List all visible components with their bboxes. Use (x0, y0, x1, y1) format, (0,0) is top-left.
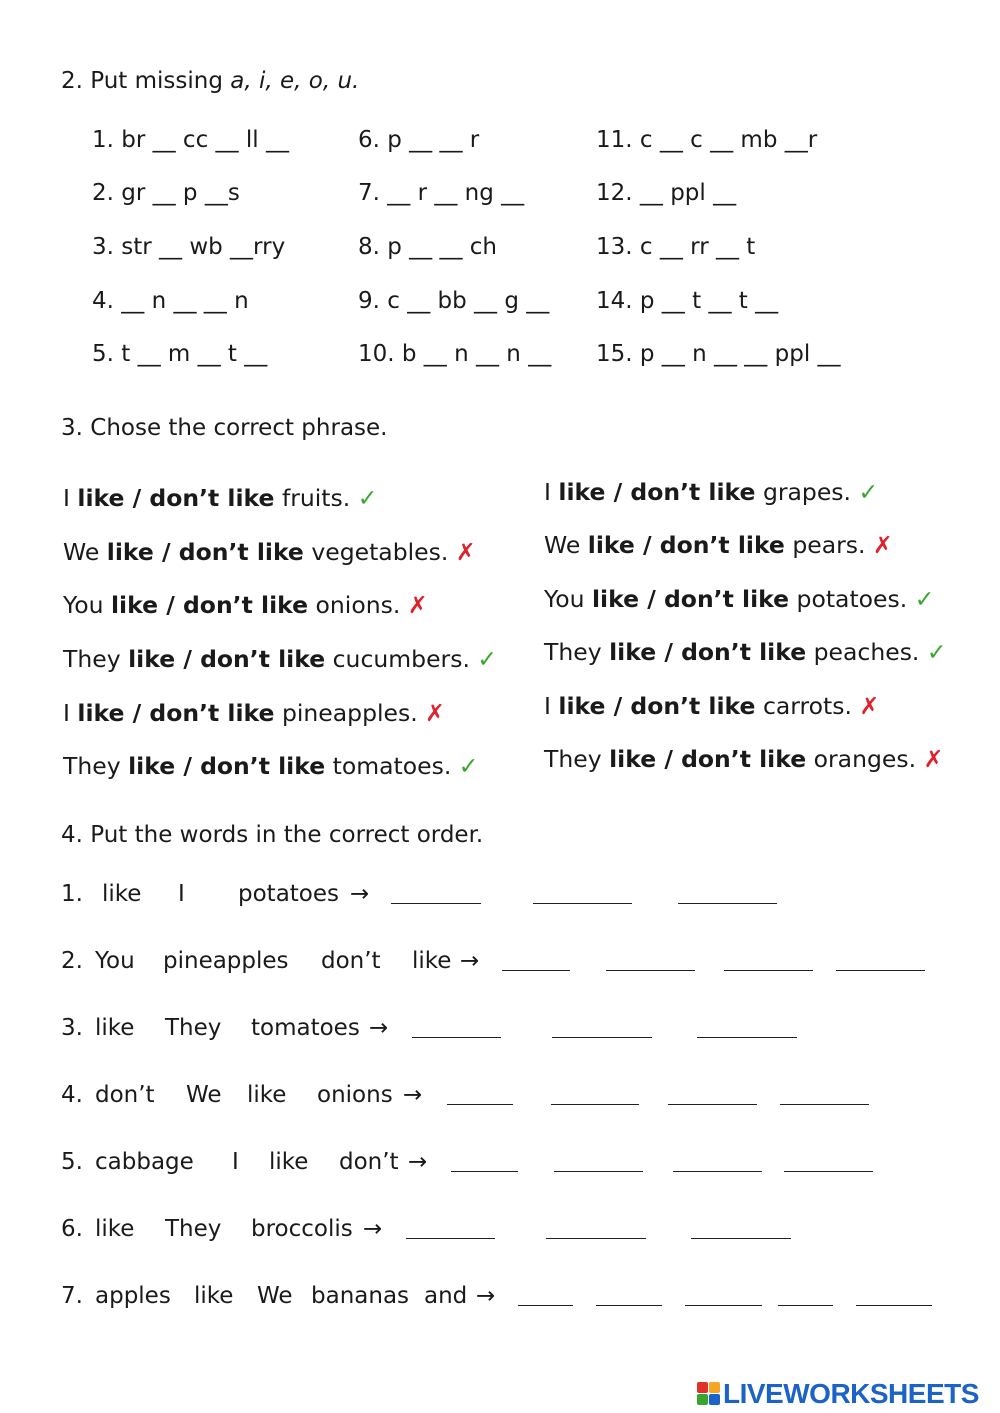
row-number: 3. (61, 1015, 83, 1041)
row-number: 1. (61, 881, 83, 907)
row-number: 7. (61, 1283, 83, 1309)
phrase-sentence: We like / don’t like vegetables. ✗ (63, 538, 476, 566)
word: tomatoes (251, 1015, 360, 1041)
word: They (165, 1015, 222, 1041)
arrow-icon: → (408, 1149, 428, 1175)
phrase-choice[interactable]: like / don’t like (591, 585, 790, 613)
word: like (412, 948, 452, 974)
word: don’t (95, 1082, 155, 1108)
answer-blank[interactable] (412, 1037, 501, 1038)
answer-blank[interactable] (668, 1104, 757, 1105)
word: like (269, 1149, 309, 1175)
word: pineapples (163, 948, 289, 974)
word: and (424, 1283, 468, 1309)
answer-blank[interactable] (502, 970, 570, 971)
word: They (165, 1216, 222, 1242)
answer-blank[interactable] (554, 1171, 643, 1172)
word: broccolis (251, 1216, 353, 1242)
ex2-item: 13. c __ rr __ t (596, 234, 756, 260)
answer-blank[interactable] (673, 1171, 762, 1172)
word: like (95, 1216, 135, 1242)
tick-icon: ✓ (357, 484, 378, 512)
phrase-choice[interactable]: like / don’t like (609, 638, 807, 666)
phrase-choice[interactable]: like / don’t like (558, 692, 756, 720)
phrase-sentence: You like / don’t like onions. ✗ (63, 591, 428, 619)
ex2-item: 10. b __ n __ n __ (358, 341, 552, 367)
ex2-item: 9. c __ bb __ g __ (358, 288, 550, 314)
word: like (95, 1015, 135, 1041)
arrow-icon: → (476, 1283, 496, 1309)
cross-icon: ✗ (859, 692, 880, 720)
arrow-icon: → (369, 1015, 389, 1041)
word: like (247, 1082, 287, 1108)
exercise-2-title-letters: a, i, e, o, u. (230, 68, 360, 94)
row-number: 5. (61, 1149, 83, 1175)
ex2-item: 11. c __ c __ mb __r (596, 127, 818, 153)
word: apples (95, 1283, 171, 1309)
ex2-item: 7. __ r __ ng __ (358, 180, 525, 206)
liveworksheets-logo (697, 1380, 979, 1408)
ex2-item: 12. __ ppl __ (596, 180, 737, 206)
word: We (257, 1283, 293, 1309)
answer-blank[interactable] (552, 1037, 652, 1038)
answer-blank[interactable] (724, 970, 813, 971)
phrase-sentence: I like / don’t like grapes. ✓ (544, 478, 879, 506)
answer-blank[interactable] (856, 1305, 932, 1306)
phrase-sentence: They like / don’t like cucumbers. ✓ (63, 645, 498, 673)
answer-blank[interactable] (691, 1238, 791, 1239)
ex2-item: 1. br __ cc __ ll __ (92, 127, 289, 153)
ex2-item: 14. p __ t __ t __ (596, 288, 779, 314)
answer-blank[interactable] (546, 1238, 646, 1239)
row-number: 4. (61, 1082, 83, 1108)
cross-icon: ✗ (872, 531, 893, 559)
phrase-sentence: I like / don’t like fruits. ✓ (63, 484, 378, 512)
answer-blank[interactable] (678, 903, 777, 904)
word: don’t (321, 948, 381, 974)
word: We (186, 1082, 222, 1108)
tick-icon: ✓ (914, 585, 935, 613)
ex2-item: 8. p __ __ ch (358, 234, 498, 260)
answer-blank[interactable] (533, 903, 632, 904)
phrase-choice[interactable]: like / don’t like (128, 752, 326, 780)
row-number: 6. (61, 1216, 83, 1242)
answer-blank[interactable] (447, 1104, 513, 1105)
phrase-choice[interactable]: like / don’t like (77, 484, 275, 512)
answer-blank[interactable] (784, 1171, 873, 1172)
word: potatoes (238, 881, 340, 907)
phrase-sentence: They like / don’t like oranges. ✗ (544, 745, 944, 773)
phrase-sentence: We like / don’t like pears. ✗ (544, 531, 893, 559)
tick-icon: ✓ (458, 752, 479, 780)
exercise-4-title: 4. Put the words in the correct order. (61, 822, 484, 848)
cross-icon: ✗ (425, 699, 445, 727)
arrow-icon: → (363, 1216, 383, 1242)
phrase-sentence: They like / don’t like tomatoes. ✓ (63, 752, 479, 780)
phrase-choice[interactable]: like / don’t like (587, 531, 785, 559)
answer-blank[interactable] (551, 1104, 639, 1105)
word: don’t (339, 1149, 399, 1175)
phrase-choice[interactable]: like / don’t like (609, 745, 807, 773)
answer-blank[interactable] (836, 970, 925, 971)
word: cabbage (95, 1149, 194, 1175)
liveworksheets-logo-icon (697, 1382, 721, 1406)
exercise-2-title-text: 2. Put missing (61, 68, 231, 94)
word: I (178, 881, 185, 907)
phrase-choice[interactable]: like / don’t like (106, 538, 304, 566)
phrase-sentence: You like / don’t like potatoes. ✓ (544, 585, 935, 613)
answer-blank[interactable] (780, 1104, 869, 1105)
answer-blank[interactable] (406, 1238, 495, 1239)
ex2-item: 6. p __ __ r (358, 127, 480, 153)
answer-blank[interactable] (451, 1171, 518, 1172)
answer-blank[interactable] (391, 903, 481, 904)
phrase-sentence: I like / don’t like pineapples. ✗ (63, 699, 445, 727)
phrase-choice[interactable]: like / don’t like (128, 645, 326, 673)
ex2-item: 4. __ n __ __ n (92, 288, 249, 314)
word: like (194, 1283, 234, 1309)
phrase-sentence: I like / don’t like carrots. ✗ (544, 692, 880, 720)
answer-blank[interactable] (606, 970, 695, 971)
tick-icon: ✓ (858, 478, 879, 506)
phrase-choice[interactable]: like / don’t like (558, 478, 756, 506)
answer-blank[interactable] (697, 1037, 797, 1038)
arrow-icon: → (460, 948, 480, 974)
word: onions (317, 1082, 393, 1108)
word: bananas (311, 1283, 410, 1309)
exercise-2-title (61, 66, 359, 96)
word: like (102, 881, 142, 907)
ex2-item: 2. gr __ p __s (92, 180, 240, 206)
ex2-item: 5. t __ m __ t __ (92, 341, 268, 367)
phrase-choice[interactable]: like / don’t like (77, 699, 275, 727)
tick-icon: ✓ (926, 638, 947, 666)
cross-icon: ✗ (407, 591, 428, 619)
row-number: 2. (61, 948, 83, 974)
answer-blank[interactable] (685, 1305, 762, 1306)
exercise-3-title: 3. Chose the correct phrase. (61, 415, 388, 441)
tick-icon: ✓ (477, 645, 498, 673)
cross-icon: ✗ (923, 745, 944, 773)
arrow-icon: → (350, 881, 370, 907)
answer-blank[interactable] (778, 1305, 833, 1306)
phrase-sentence: They like / don’t like peaches. ✓ (544, 638, 947, 666)
logo-text: LIVEWORKSHEETS (723, 1378, 979, 1409)
word: You (95, 948, 135, 974)
arrow-icon: → (403, 1082, 423, 1108)
cross-icon: ✗ (455, 538, 476, 566)
ex2-item: 3. str __ wb __rry (92, 234, 286, 260)
answer-blank[interactable] (596, 1305, 662, 1306)
ex2-item: 15. p __ n __ __ ppl __ (596, 341, 841, 367)
answer-blank[interactable] (518, 1305, 573, 1306)
word: I (232, 1149, 239, 1175)
phrase-choice[interactable]: like / don’t like (110, 591, 309, 619)
